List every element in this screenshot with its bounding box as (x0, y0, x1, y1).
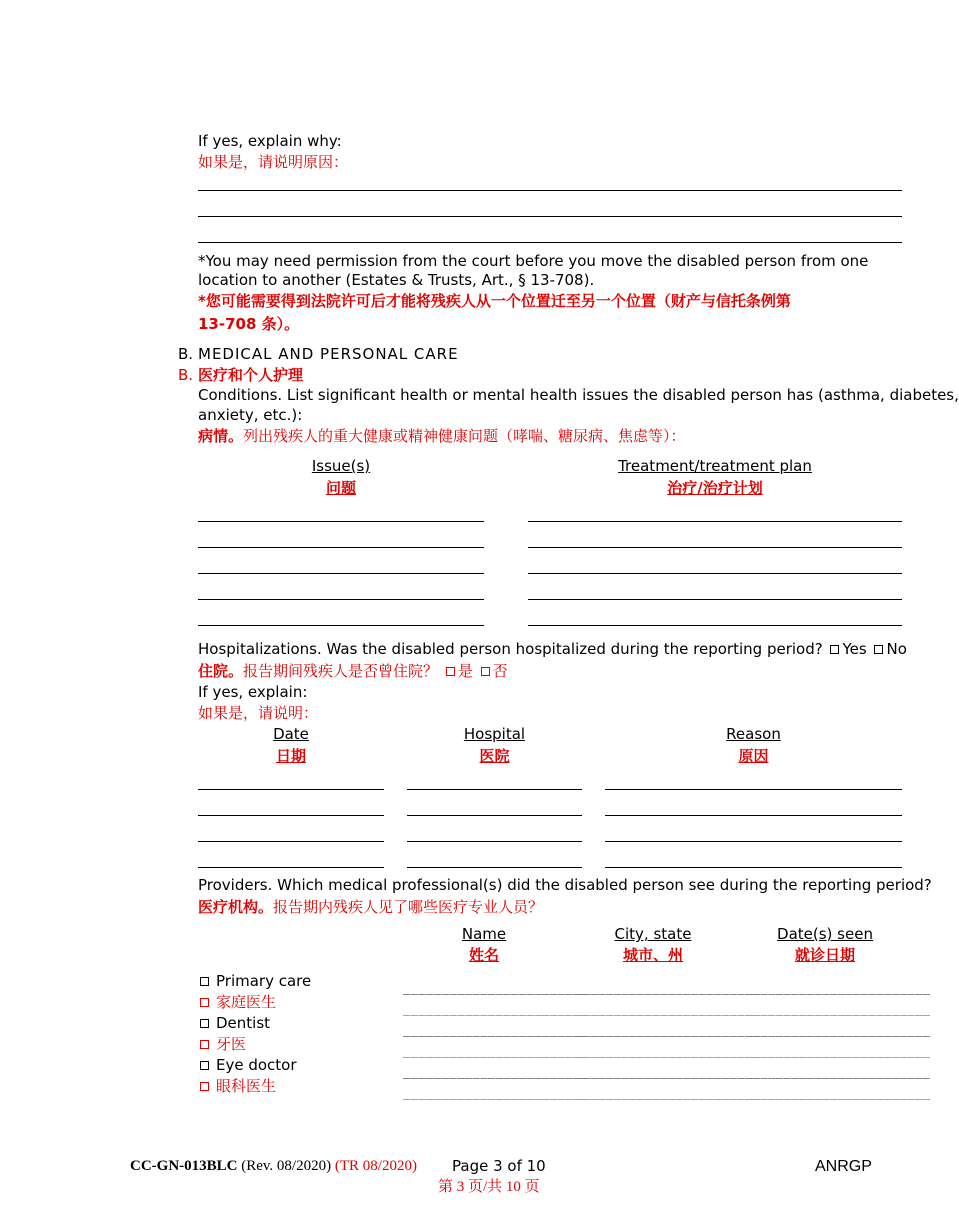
providers-question-zh: 报告期内残疾人见了哪些医疗专业人员？ (273, 898, 544, 916)
form-translation-rev: (TR 08/2020) (334, 1158, 417, 1174)
eye-doctor-city-field[interactable]: ________________________ (575, 1065, 761, 1079)
conditions-prompt-zh: 列出残疾人的重大健康或精神健康问题（哮喘、糖尿病、焦虑等）： (243, 427, 686, 445)
hosp-yes-checkbox-zh[interactable] (446, 667, 455, 676)
hospitalization-label-zh: 住院。 (198, 662, 244, 680)
hosp-date-line[interactable] (198, 789, 384, 790)
issue-line[interactable] (198, 547, 484, 548)
reason-header: Reason (726, 725, 781, 743)
conditions-label-zh: 病情。 (198, 427, 244, 445)
reason-header-zh: 原因 (738, 747, 769, 765)
hospitalization-question-zh: 报告期间残疾人是否曾住院？ (243, 662, 439, 680)
hosp-hospital-line[interactable] (407, 815, 582, 816)
primary-care-name-field-zh[interactable]: ________________________ (403, 1002, 589, 1016)
hosp-reason-line[interactable] (605, 815, 902, 816)
issue-line[interactable] (198, 573, 484, 574)
providers-question: Providers. Which medical professional(s) did the disabled person see during the reporting period? (198, 876, 932, 894)
issue-header: Issue(s) (311, 457, 371, 475)
hosp-yes-checkbox[interactable] (830, 645, 839, 654)
dentist-city-field-zh[interactable]: ________________________ (575, 1044, 761, 1058)
section-b-title: MEDICAL AND PERSONAL CARE (198, 345, 459, 363)
primary-care-checkbox-zh[interactable] (200, 998, 209, 1007)
hospital-header-zh: 医院 (479, 747, 510, 765)
form-id: CC-GN-013BLC (130, 1158, 238, 1174)
hosp-no-label-zh: 否 (492, 662, 508, 680)
eye-doctor-label: Eye doctor (216, 1056, 297, 1074)
city-header: City, state (614, 925, 692, 943)
primary-care-dates-field[interactable]: ________________________ (745, 981, 931, 995)
treatment-line[interactable] (528, 625, 902, 626)
eye-doctor-name-field[interactable]: ________________________ (403, 1065, 589, 1079)
eye-doctor-dates-field[interactable]: ________________________ (745, 1065, 931, 1079)
issue-line[interactable] (198, 599, 484, 600)
section-b-title-zh: 医疗和个人护理 (198, 366, 304, 384)
page-number-zh: 第 3 页/共 10 页 (438, 1179, 540, 1195)
eye-doctor-dates-field-zh[interactable]: ________________________ (745, 1086, 931, 1100)
hosp-yes-label: Yes (842, 640, 867, 658)
dentist-name-field-zh[interactable]: ________________________ (403, 1044, 589, 1058)
hosp-date-line[interactable] (198, 815, 384, 816)
dentist-checkbox-zh[interactable] (200, 1040, 209, 1049)
dates-header-zh: 就诊日期 (794, 946, 855, 964)
dentist-dates-field-zh[interactable]: ________________________ (745, 1044, 931, 1058)
primary-care-name-field[interactable]: ________________________ (403, 981, 589, 995)
hosp-hospital-line[interactable] (407, 867, 582, 868)
dentist-checkbox[interactable] (200, 1019, 209, 1028)
treatment-line[interactable] (528, 573, 902, 574)
treatment-header: Treatment/treatment plan (618, 457, 812, 475)
treatment-line[interactable] (528, 599, 902, 600)
form-code: ANRGP (815, 1158, 872, 1175)
court-note-zh-line-1: *您可能需要得到法院许可后才能将残疾人从一个位置迁至另一个位置（财产与信托条例第 (198, 292, 791, 310)
providers-label-zh: 医疗机构。 (198, 898, 274, 916)
court-note-zh-line-2: 13-708 条）。 (198, 315, 300, 333)
hosp-explain-label: If yes, explain: (198, 683, 308, 701)
hosp-no-checkbox[interactable] (874, 645, 883, 654)
explain-why-label: If yes, explain why: (198, 132, 342, 150)
treatment-line[interactable] (528, 547, 902, 548)
dentist-label-zh: 牙医 (216, 1035, 247, 1053)
issue-line[interactable] (198, 625, 484, 626)
eye-doctor-label-zh: 眼科医生 (216, 1077, 277, 1095)
page-number: Page 3 of 10 (452, 1157, 546, 1175)
name-header-zh: 姓名 (468, 946, 499, 964)
explain-line-2[interactable] (198, 216, 902, 217)
section-b-letter-zh: B. (178, 366, 194, 384)
hosp-hospital-line[interactable] (407, 841, 582, 842)
eye-doctor-checkbox[interactable] (200, 1061, 209, 1070)
dentist-dates-field[interactable]: ________________________ (745, 1023, 931, 1037)
hosp-yes-label-zh: 是 (457, 662, 473, 680)
explain-line-1[interactable] (198, 190, 902, 191)
name-header: Name (461, 925, 507, 943)
issue-line[interactable] (198, 521, 484, 522)
hosp-date-line[interactable] (198, 867, 384, 868)
primary-care-label: Primary care (216, 972, 312, 990)
primary-care-city-field[interactable]: ________________________ (575, 981, 761, 995)
form-revision: (Rev. 08/2020) (241, 1158, 332, 1174)
court-note-line-1: *You may need permission from the court before you move the disabled person from one (198, 252, 869, 270)
explain-line-3[interactable] (198, 242, 902, 243)
hosp-no-label: No (886, 640, 907, 658)
hosp-date-line[interactable] (198, 841, 384, 842)
primary-care-checkbox[interactable] (200, 977, 209, 986)
hosp-explain-label-zh: 如果是，请说明： (198, 704, 319, 722)
court-note-line-2: location to another (Estates & Trusts, Art., § 13-708). (198, 271, 595, 289)
dates-header: Date(s) seen (777, 925, 873, 943)
eye-doctor-city-field-zh[interactable]: ________________________ (575, 1086, 761, 1100)
hosp-hospital-line[interactable] (407, 789, 582, 790)
conditions-prompt-line-2: anxiety, etc.): (198, 406, 303, 424)
treatment-header-zh: 治疗/治疗计划 (667, 479, 763, 497)
primary-care-dates-field-zh[interactable]: ________________________ (745, 1002, 931, 1016)
hosp-reason-line[interactable] (605, 789, 902, 790)
issue-header-zh: 问题 (325, 479, 356, 497)
hospital-header: Hospital (463, 725, 526, 743)
dentist-city-field[interactable]: ________________________ (575, 1023, 761, 1037)
date-header-zh: 日期 (275, 747, 306, 765)
dentist-name-field[interactable]: ________________________ (403, 1023, 589, 1037)
date-header: Date (273, 725, 309, 743)
section-b-letter: B. (178, 345, 194, 363)
primary-care-city-field-zh[interactable]: ________________________ (575, 1002, 761, 1016)
conditions-prompt-line-1: Conditions. List significant health or mental health issues the disabled person has (asthma, diabetes, (198, 386, 959, 404)
primary-care-label-zh: 家庭医生 (216, 993, 277, 1011)
hosp-no-checkbox-zh[interactable] (481, 667, 490, 676)
eye-doctor-checkbox-zh[interactable] (200, 1082, 209, 1091)
dentist-label: Dentist (216, 1014, 271, 1032)
hosp-reason-line[interactable] (605, 867, 902, 868)
hosp-reason-line[interactable] (605, 841, 902, 842)
explain-why-label-zh: 如果是，请说明原因： (198, 153, 349, 171)
treatment-line[interactable] (528, 521, 902, 522)
city-header-zh: 城市、州 (622, 946, 683, 964)
hospitalization-question: Hospitalizations. Was the disabled person hospitalized during the reporting period? (198, 640, 823, 658)
eye-doctor-name-field-zh[interactable]: ________________________ (403, 1086, 589, 1100)
